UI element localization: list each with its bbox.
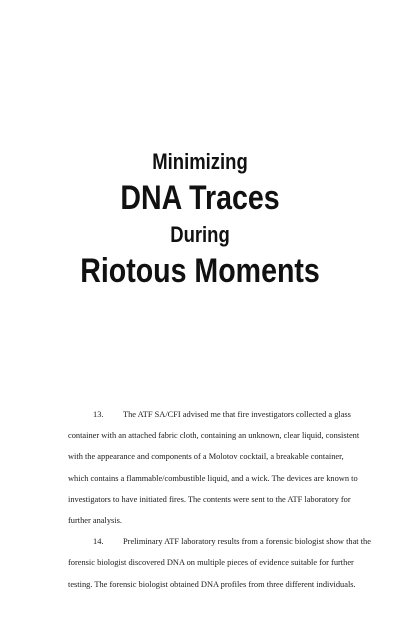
title-line-minimizing: Minimizing — [152, 149, 248, 174]
paragraph-line: investigators to have initiated fires. The contents were sent to the ATF laboratory for — [68, 494, 351, 504]
paragraph-line — [68, 404, 386, 425]
document-title — [0, 148, 400, 291]
paragraph-number: 14. — [93, 537, 104, 547]
paragraph-14 — [68, 531, 386, 595]
body-text — [68, 404, 386, 595]
paragraph-line — [68, 531, 386, 552]
paragraph-line: forensic biologist discovered DNA on multiple pieces of evidence suitable for further — [68, 558, 354, 568]
paragraph-line: with the appearance and components of a Molotov cocktail, a breakable container, — [68, 452, 344, 462]
paragraph-line: testing. The forensic biologist obtained DNA profiles from three different individuals. — [68, 579, 356, 589]
paragraph-line: container with an attached fabric cloth, containing an unknown, clear liquid, consistent — [68, 431, 360, 441]
paragraph-line: further analysis. — [68, 516, 122, 526]
title-line-during: During — [170, 222, 230, 247]
paragraph-text: The ATF SA/CFI advised me that fire investigators collected a glass — [123, 410, 351, 419]
paragraph-text: Preliminary ATF laboratory results from a forensic biologist show that the — [123, 537, 371, 547]
paragraph-13 — [68, 404, 386, 531]
paragraph-line: which contains a flammable/combustible liquid, and a wick. The devices are known to — [68, 473, 358, 483]
title-line-dna-traces: DNA Traces — [120, 179, 280, 217]
title-line-riotous-moments: Riotous Moments — [80, 252, 320, 290]
paragraph-number: 13. — [93, 410, 104, 419]
